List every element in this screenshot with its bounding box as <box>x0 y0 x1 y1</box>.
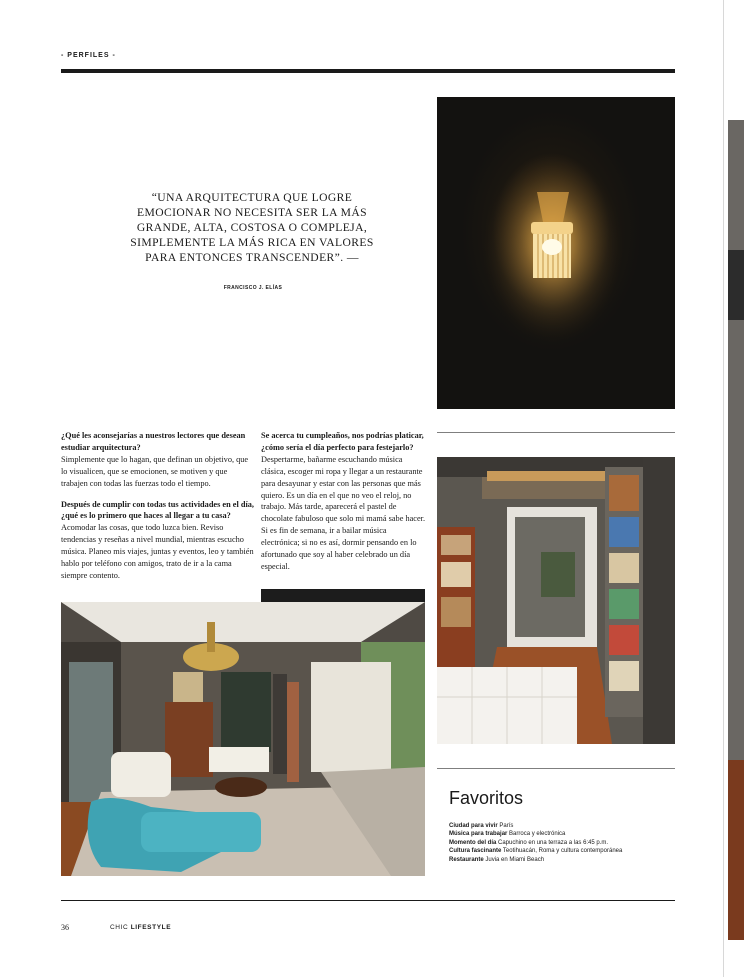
interview-item <box>61 499 256 582</box>
header-rule <box>61 69 675 73</box>
wall-lamp-photo <box>437 97 675 409</box>
favorito-item <box>449 830 675 838</box>
interview-item <box>61 430 256 490</box>
bookshelf-hallway-illustration <box>437 457 675 744</box>
living-room-photo <box>61 602 425 876</box>
interview-answer: Simplemente que lo hagan, que definan un objetivo, que lo visualicen, que se emocionen, se motiven y que trabajen con todas las fuerzas todo el tiempo. <box>61 454 249 488</box>
interview-question: ¿Qué les aconsejarías a nuestros lectores que desean estudiar arquitectura? <box>61 431 246 452</box>
favorito-item <box>449 839 675 847</box>
favorito-label: Cultura fascinante <box>449 848 502 855</box>
quote-author: FRANCISCO J. ELÍAS <box>223 285 283 291</box>
favorito-value: Barroca y electrónica <box>509 831 566 838</box>
interview-question: Después de cumplir con todas tus actividades en el día, ¿qué es lo primero que haces al llegar a tu casa? <box>61 499 254 521</box>
magazine-name-light: CHIC <box>110 924 129 931</box>
interview-column-right <box>261 430 426 582</box>
pull-quote: “UNA ARQUITECTURA QUE LOGRE EMOCIONAR NO NECESITA SER LA MÁS GRANDE, ALTA, COSTOSA O COMPLEJA, SIMPLEMENTE LA MÁS RICA EN VALORES PARA ENTONCES TRANSCENDER”. — <box>130 191 374 264</box>
favorito-item <box>449 856 675 864</box>
adjacent-page-edge <box>723 0 744 977</box>
divider <box>437 768 675 769</box>
bookshelf-hallway-photo <box>437 457 675 744</box>
favorito-label: Ciudad para vivir <box>449 823 498 829</box>
interview-answer: Acomodar las cosas, que todo luzca bien. Reviso tendencias y reseñas a nivel mundial, mientras escucho música. Planeo mis viajes, juntas y eventos, leo y también hablo por teléfono con amigos, trato de ir a la cama siempre contento. <box>61 523 254 580</box>
favorito-item <box>449 822 675 830</box>
footer-rule <box>61 900 675 901</box>
magazine-name <box>110 924 171 931</box>
favorito-value: París <box>499 823 514 829</box>
favoritos-title: Favoritos <box>449 788 524 808</box>
favorito-label: Restaurante <box>449 856 484 863</box>
favorito-value: Capuchino en una terraza a las 6:45 p.m. <box>498 839 609 846</box>
favorito-value: Teotihuacán, Roma y cultura contemporánea <box>502 848 623 855</box>
section-label: - PERFILES - <box>61 52 116 59</box>
living-room-illustration <box>61 602 425 876</box>
magazine-name-bold: LIFESTYLE <box>130 924 172 931</box>
favorito-item <box>449 847 675 855</box>
wall-lamp-illustration <box>437 97 675 409</box>
favorito-value: Juvia en Miami Beach <box>485 856 545 863</box>
favoritos-list <box>449 822 675 864</box>
interview-question: Se acerca tu cumpleaños, nos podrías platicar, ¿cómo sería el día perfecto para festejarlo? <box>261 431 424 452</box>
interview-answer: Despertarme, bañarme escuchando música clásica, escoger mi ropa y llegar a un restaurante para desayunar y estar con las personas que más quiero. Es un día en el que no veo el reloj, no trabajo. Más tarde, aparecerá el pastel de chocolate fabuloso que solo mi mamá sabe hacer. Si es fin de semana, ir a bailar música electrónica; si no es así, dormir pensando en lo afortunado que soy al haber celebrado un día especial. <box>261 454 426 571</box>
interview-item <box>261 430 426 573</box>
page-number: 36 <box>61 923 69 932</box>
favorito-label: Música para trabajar <box>449 831 508 838</box>
interview-column-left <box>61 430 256 591</box>
favorito-label: Momento del día <box>449 839 497 846</box>
divider <box>437 432 675 433</box>
